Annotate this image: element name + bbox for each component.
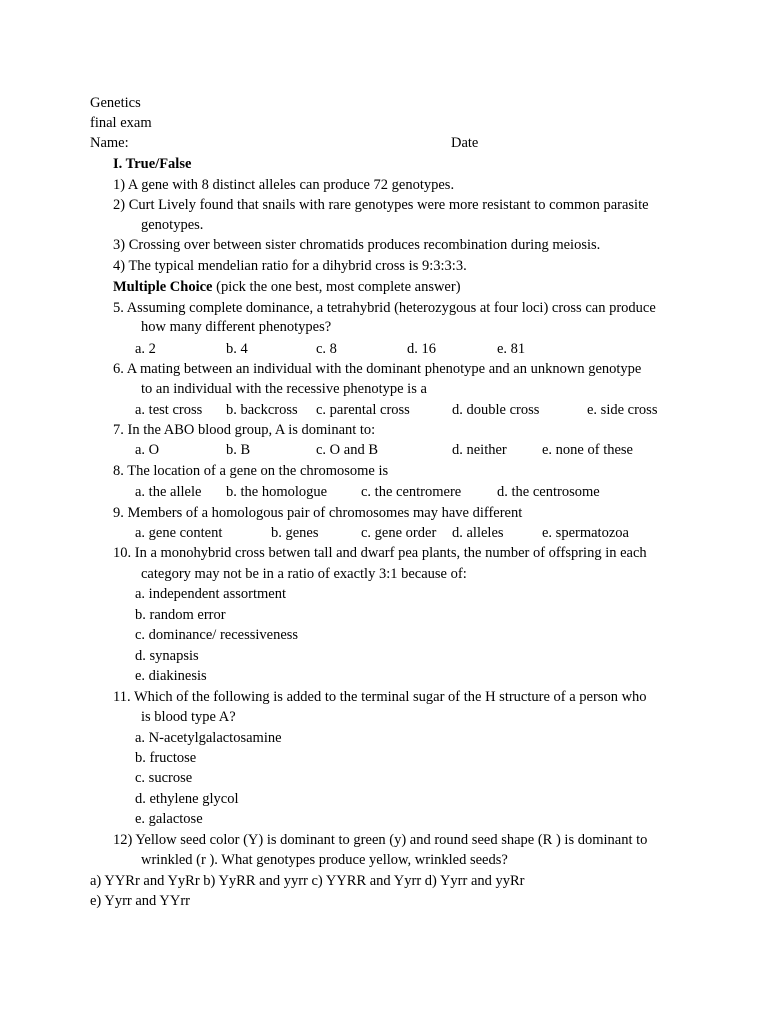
q9-option-e: e. spermatozoa [542,525,629,541]
q9-option-b: b. genes [271,525,319,541]
q10-option-e: e. diakinesis [135,668,207,684]
q5-option-b: b. 4 [226,341,248,357]
q8-option-c: c. the centromere [361,484,462,500]
q10-option-d: d. synapsis [135,648,199,664]
q11-text: 11. Which of the following is added to the terminal sugar of the H structure of a person who [113,689,647,705]
q7-text: 7. In the ABO blood group, A is dominant to: [113,422,376,438]
q5-text: 5. Assuming complete dominance, a tetrahybrid (heterozygous at four loci) cross can produce [113,300,656,316]
tf-item-1: 1) A gene with 8 distinct alleles can produce 72 genotypes. [113,177,455,193]
q9-option-d: d. alleles [452,525,504,541]
q5-option-a: a. 2 [135,341,156,357]
q10-text: 10. In a monohybrid cross betwen tall and dwarf pea plants, the number of offspring in each [113,545,647,561]
q10-option-c: c. dominance/ recessiveness [135,627,299,643]
q5-option-d: d. 16 [407,341,436,357]
q5-option-e: e. 81 [497,341,526,357]
q12-options-a-to-d: a) YYRr and YyRr b) YyRR and yyrr c) YYRR and Yyrr d) Yyrr and yyRr [90,873,525,889]
q8-text: 8. The location of a gene on the chromosome is [113,463,389,479]
q12-text: 12) Yellow seed color (Y) is dominant to green (y) and round seed shape (R ) is dominant to [113,832,648,848]
q11-option-d: d. ethylene glycol [135,791,239,807]
q9-option-a: a. gene content [135,525,223,541]
exam-title: final exam [90,115,152,131]
q7-option-e: e. none of these [542,442,633,458]
q11-option-c: c. sucrose [135,770,193,786]
section-multiple-choice-heading [113,278,461,296]
q12-text-cont: wrinkled (r ). What genotypes produce yellow, wrinkled seeds? [141,852,508,868]
q8-option-a: a. the allele [135,484,202,500]
q6-text: 6. A mating between an individual with the dominant phenotype and an unknown genotype [113,361,642,377]
q11-option-e: e. galactose [135,811,203,827]
q8-option-d: d. the centrosome [497,484,600,500]
q6-option-e: e. side cross [587,402,658,418]
q7-option-a: a. O [135,442,160,458]
q11-option-b: b. fructose [135,750,197,766]
q5-text-cont: how many different phenotypes? [141,319,332,335]
q9-option-c: c. gene order [361,525,437,541]
mc-heading-bold: Multiple Choice [113,279,213,295]
date-label: Date [451,135,479,151]
q6-text-cont: to an individual with the recessive phenotype is a [141,381,427,397]
name-label: Name: [90,135,129,151]
q11-option-a: a. N-acetylgalactosamine [135,730,282,746]
tf-item-3: 3) Crossing over between sister chromatids produces recombination during meiosis. [113,237,601,253]
q5-option-c: c. 8 [316,341,337,357]
q10-option-a: a. independent assortment [135,586,286,602]
q7-option-c: c. O and B [316,442,379,458]
q10-option-b: b. random error [135,607,226,623]
tf-item-4: 4) The typical mendelian ratio for a dihybrid cross is 9:3:3:3. [113,258,467,274]
q7-option-d: d. neither [452,442,507,458]
q12-option-e: e) Yyrr and YYrr [90,893,190,909]
q7-option-b: b. B [226,442,251,458]
q6-option-b: b. backcross [226,402,298,418]
q9-text: 9. Members of a homologous pair of chromosomes may have different [113,505,523,521]
subject-title: Genetics [90,95,141,111]
mc-instructions: (pick the one best, most complete answer) [212,279,461,295]
q11-text-cont: is blood type A? [141,709,236,725]
q6-option-a: a. test cross [135,402,203,418]
q6-option-c: c. parental cross [316,402,410,418]
q10-text-cont: category may not be in a ratio of exactly 3:1 because of: [141,566,467,582]
tf-item-2: 2) Curt Lively found that snails with rare genotypes were more resistant to common parasite [113,197,649,213]
q8-option-b: b. the homologue [226,484,328,500]
section-true-false-heading: I. True/False [113,156,192,172]
tf-item-2-cont: genotypes. [141,217,204,233]
q6-option-d: d. double cross [452,402,540,418]
